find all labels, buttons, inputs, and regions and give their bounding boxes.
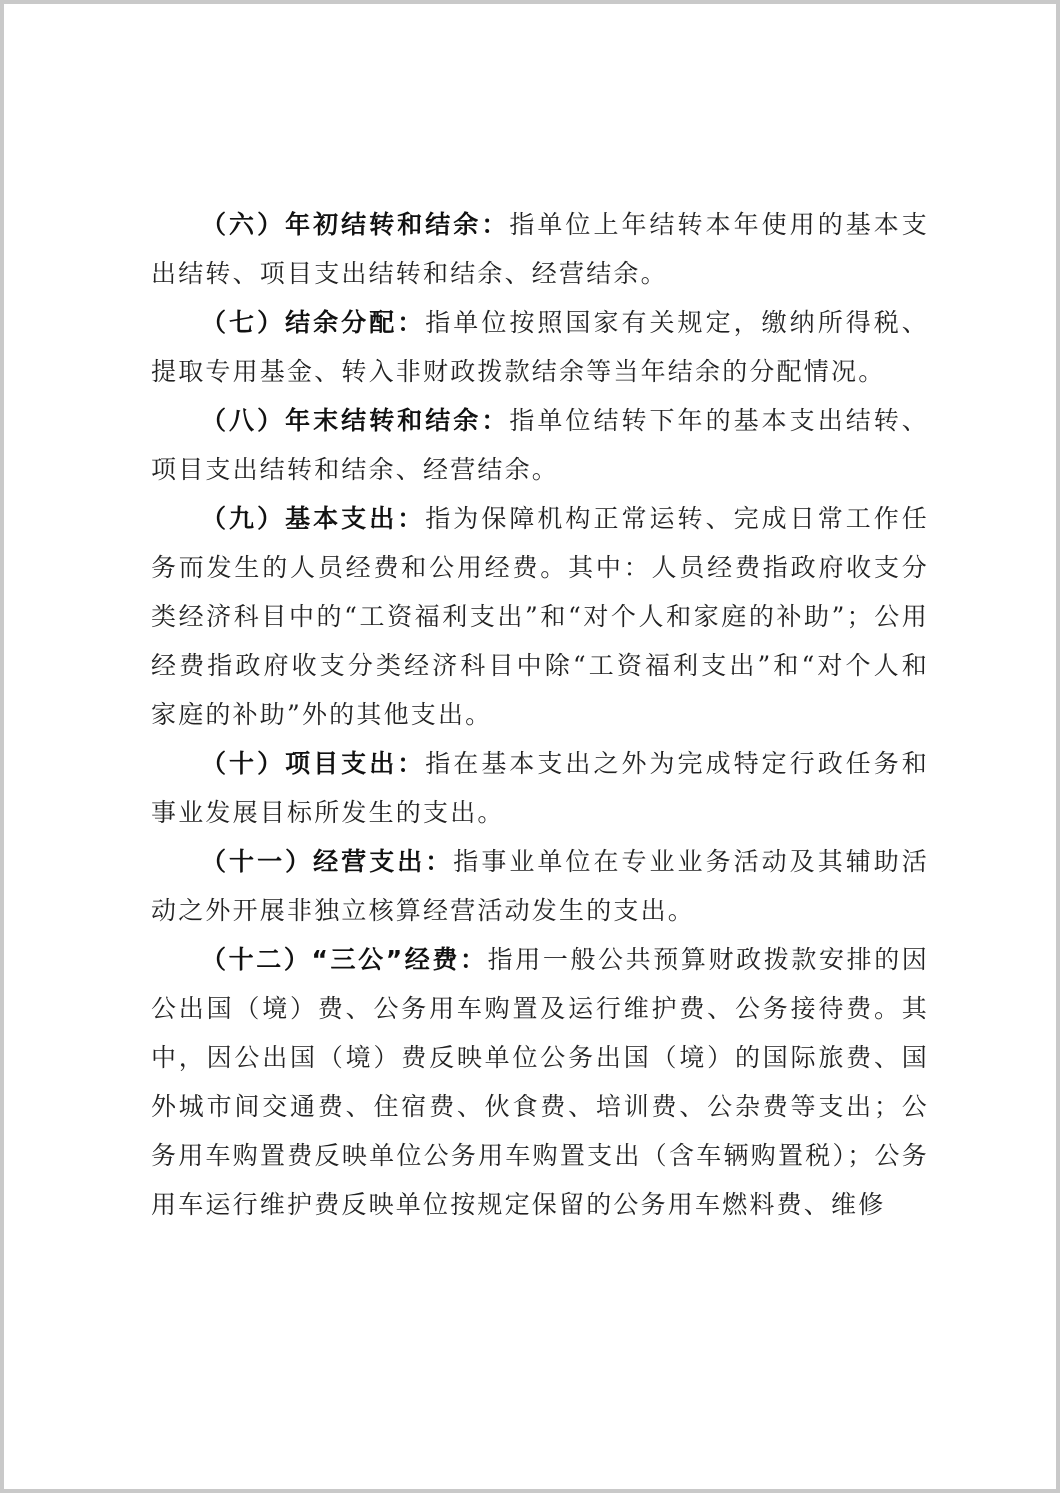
paragraph-three-public-expenses xyxy=(151,935,929,1229)
paragraph-year-end-carryover xyxy=(151,396,929,494)
definition-year-end-carryover: 指单位结转下年的基本支出结转、项目支出结转和结余、经营结余。 xyxy=(151,406,929,484)
term-project-expenditure: （十）项目支出： xyxy=(201,749,426,778)
definition-project-expenditure: 指在基本支出之外为完成特定行政任务和事业发展目标所发生的支出。 xyxy=(151,749,929,827)
term-year-start-carryover: （六）年初结转和结余： xyxy=(201,210,510,239)
paragraph-year-start-carryover xyxy=(151,200,929,298)
definition-operating-expenditure: 指事业单位在专业业务活动及其辅助活动之外开展非独立核算经营活动发生的支出。 xyxy=(151,847,929,925)
term-year-end-carryover: （八）年末结转和结余： xyxy=(201,406,510,435)
definition-surplus-distribution: 指单位按照国家有关规定，缴纳所得税、提取专用基金、转入非财政拨款结余等当年结余的分配情况。 xyxy=(151,308,929,386)
paragraph-operating-expenditure xyxy=(151,837,929,935)
term-three-public-expenses: （十二）“三公”经费： xyxy=(201,945,488,974)
paragraph-basic-expenditure xyxy=(151,494,929,739)
definition-basic-expenditure: 指为保障机构正常运转、完成日常工作任务而发生的人员经费和公用经费。其中：人员经费指政府收支分类经济科目中的“工资福利支出”和“对个人和家庭的补助”；公用经费指政府收支分类经济科目中除“工资福利支出”和“对个人和家庭的补助”外的其他支出。 xyxy=(151,504,929,729)
term-surplus-distribution: （七）结余分配： xyxy=(201,308,426,337)
paragraph-project-expenditure xyxy=(151,739,929,837)
term-basic-expenditure: （九）基本支出： xyxy=(201,504,426,533)
definition-three-public-expenses: 指用一般公共预算财政拨款安排的因公出国（境）费、公务用车购置及运行维护费、公务接待费。其中，因公出国（境）费反映单位公务出国（境）的国际旅费、国外城市间交通费、住宿费、伙食费、培训费、公杂费等支出；公务用车购置费反映单位公务用车购置支出（含车辆购置税）；公务用车运行维护费反映单位按规定保留的公务用车燃料费、维修 xyxy=(151,945,930,1219)
paragraph-surplus-distribution xyxy=(151,298,929,396)
definition-year-start-carryover: 指单位上年结转本年使用的基本支出结转、项目支出结转和结余、经营结余。 xyxy=(151,210,929,288)
term-operating-expenditure: （十一）经营支出： xyxy=(201,847,454,876)
document-body xyxy=(151,200,929,1229)
